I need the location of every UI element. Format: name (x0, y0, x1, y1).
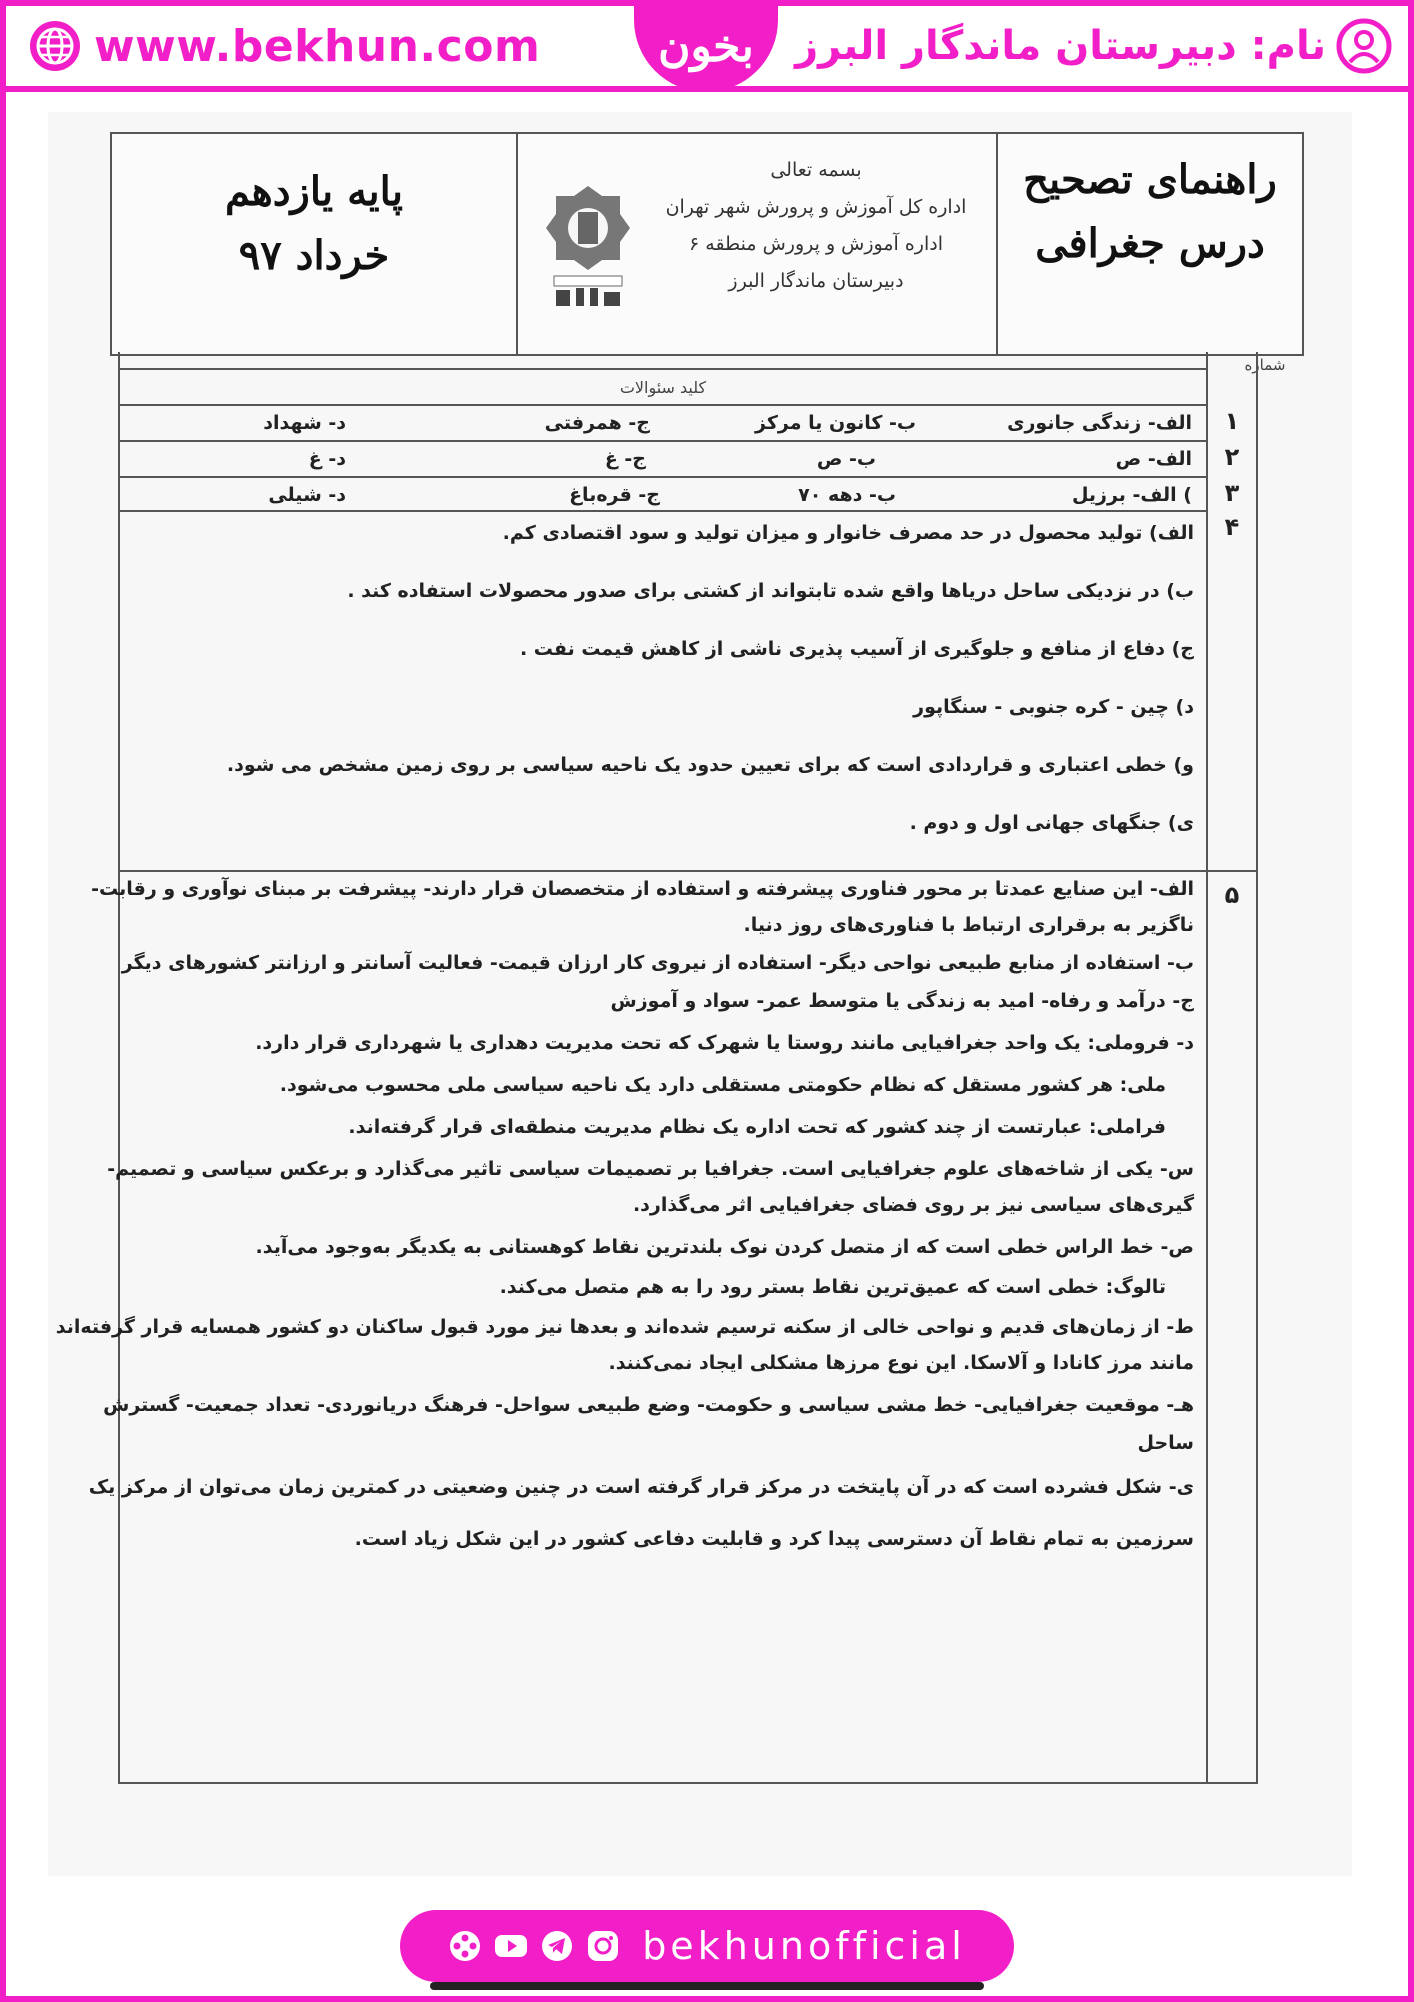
header-title (996, 134, 1302, 354)
admin-line-4: دبیرستان ماندگار البرز (728, 270, 904, 292)
q5-line-15: ساحل (1137, 1432, 1194, 1454)
q5-line-9: گیری‌های سیاسی نیز بر روی فضای جغرافیایی اثر می‌گذارد. (632, 1194, 1194, 1216)
q3-a: ) الف- برزیل (1071, 484, 1192, 506)
q4-line-6: ی) جنگهای جهانی اول و دوم . (909, 812, 1194, 834)
social-bar-shadow (430, 1982, 984, 1990)
title-line-1: راهنمای تصحیح (1023, 156, 1277, 203)
number-column (1206, 352, 1256, 1782)
q5-top-line (120, 870, 1256, 872)
q1-c: ج- همرفتی (544, 412, 650, 434)
q5-line-11: تالوگ: خطی است که عمیق‌ترین نقاط بستر رود را به هم متصل می‌کند. (499, 1276, 1166, 1298)
q5-line-6: ملی: هر کشور مستقل که نظام حکومتی مستقلی دارد یک ناحیه سیاسی ملی محسوب می‌شود. (279, 1074, 1166, 1096)
brand-logo (634, 0, 778, 92)
q1-b: ب- کانون یا مرکز (755, 412, 916, 434)
key-header: کلید سئوالات (120, 368, 1206, 406)
q2-d: د- غ (308, 448, 346, 470)
q5-line-1: الف- این صنایع عمدتا بر محور فناوری پیشرفته و استفاده از متخصصان قرار دارند- پیشرفت بر مبنای نوآوری و رقابت- (91, 878, 1194, 900)
q5-line-16: ی- شکل فشرده است که در آن پایتخت در مرکز قرار گرفته است در چنین وضعیتی در کمترین زمان می‌توان از مرکز یک (88, 1476, 1194, 1498)
q4-number: ۴ (1224, 513, 1240, 541)
q5-line-17: سرزمین به تمام نقاط آن دسترسی پیدا کرد و قابلیت دفاعی کشور در این شکل زیاد است. (354, 1528, 1194, 1550)
q5-line-10: ص- خط الراس خطی است که از متصل کردن نوک بلندترین نقاط کوهستانی به یکدیگر به‌وجود می‌آید. (255, 1236, 1194, 1258)
q5-line-14: هـ- موقعیت جغرافیایی- خط مشی سیاسی و حکومت- وضع طبیعی سواحل- فرهنگ دریانوردی- تعداد جمعیت- گسترش (103, 1394, 1194, 1416)
brand-logo-text: بخون (658, 20, 754, 72)
exam-header (110, 132, 1304, 356)
admin-text (646, 152, 986, 300)
website-text[interactable]: www.bekhun.com (94, 20, 541, 72)
school-emblem-icon (544, 182, 632, 308)
social-handle[interactable]: bekhunofficial (642, 1924, 966, 1968)
q1-d: د- شهداد (263, 412, 346, 434)
q2-c: ج- غ (604, 448, 646, 470)
q5-line-4: ج- درآمد و رفاه- امید به زندگی یا متوسط عمر- سواد و آموزش (610, 990, 1194, 1012)
answer-table (55, 352, 1258, 1784)
q5-line-3: ب- استفاده از منابع طبیعی نواحی دیگر- استفاده از نیروی کار ارزان قیمت- فعالیت آسانتر و ارزانتر کشورهای دیگر (121, 952, 1194, 974)
number-header: شماره (1244, 356, 1286, 374)
film-icon[interactable] (448, 1929, 482, 1963)
q5-line-12: ط- از زمان‌های قدیم و نواحی خالی از سکنه ترسیم شده‌اند و بعدها نیز مورد قبول ساکنان دو کشور همسایه قرار گرفته‌اند (55, 1316, 1194, 1338)
q3-c: ج- قره‌باغ (569, 484, 660, 506)
q2-number: ۲ (1224, 443, 1240, 471)
q2-a: الف- ص (1115, 448, 1192, 470)
q3-d: د- شیلی (268, 484, 346, 506)
q2-b: ب- ص (816, 448, 876, 470)
telegram-icon[interactable] (540, 1929, 574, 1963)
q5-line-13: مانند مرز کانادا و آلاسکا. این نوع مرزها مشکلی ایجاد نمی‌کنند. (608, 1352, 1194, 1374)
grade-text: پایه یازدهم (225, 168, 403, 215)
q5-number: ۵ (1224, 881, 1240, 909)
user-icon (1336, 18, 1392, 74)
q1-a: الف- زندگی جانوری (1007, 412, 1192, 434)
top-banner (0, 0, 1414, 92)
q4-top-line (120, 510, 1206, 512)
q5-line-8: س- یکی از شاخه‌های علوم جغرافیایی است. جغرافیا بر تصمیمات سیاسی تاثیر می‌گذارد و برعکس سیاسی و تصمیم- (107, 1158, 1194, 1180)
q4-line-1: الف) تولید محصول در حد مصرف خانوار و میزان تولید و سود اقتصادی کم. (502, 522, 1194, 544)
date-text: خرداد ۹۷ (238, 232, 390, 279)
title-line-2: درس جغرافی (1035, 220, 1265, 267)
instagram-icon[interactable] (586, 1929, 620, 1963)
youtube-icon[interactable] (494, 1929, 528, 1963)
q5-line-2: ناگزیر به برقراری ارتباط با فناوری‌های روز دنیا. (743, 914, 1194, 936)
q4-line-2: ب) در نزدیکی ساحل دریاها واقع شده تابتواند از کشتی برای صدور محصولات استفاده کند . (347, 580, 1194, 602)
header-grade (112, 134, 516, 354)
admin-line-2: اداره کل آموزش و پرورش شهر تهران (665, 196, 967, 218)
banner-divider (0, 86, 1414, 92)
q5-line-7: فراملی: عبارتست از چند کشور که تحت اداره یک نظام مدیریت منطقه‌ای قرار گرفته‌اند. (348, 1116, 1166, 1138)
admin-line-3: اداره آموزش و پرورش منطقه ۶ (689, 233, 943, 255)
website-link[interactable] (28, 18, 540, 74)
q3-number: ۳ (1224, 479, 1240, 507)
q4-line-4: د) چین - کره جنوبی - سنگاپور (913, 696, 1194, 718)
q3-row (120, 476, 1206, 512)
globe-icon (28, 19, 82, 73)
q4-line-3: ج) دفاع از منافع و جلوگیری از آسیب پذیری ناشی از کاهش قیمت نفت . (519, 638, 1194, 660)
q1-number: ۱ (1224, 407, 1240, 435)
school-name (795, 18, 1392, 74)
admin-line-1: بسمه تعالی (770, 159, 862, 181)
q1-row (120, 404, 1206, 440)
header-admin (516, 134, 998, 354)
school-name-text: نام: دبیرستان ماندگار البرز (795, 23, 1326, 69)
social-bar[interactable] (400, 1910, 1014, 1982)
q3-b: ب- دهه ۷۰ (798, 484, 896, 506)
q5-line-5: د- فروملی: یک واحد جغرافیایی مانند روستا یا شهرک که تحت مدیریت دهداری یا شهرداری قرار دارد. (255, 1032, 1194, 1054)
q2-row (120, 440, 1206, 476)
q4-line-5: و) خطی اعتباری و قراردادی است که برای تعیین حدود یک ناحیه سیاسی بر روی زمین مشخص می شود. (226, 754, 1194, 776)
